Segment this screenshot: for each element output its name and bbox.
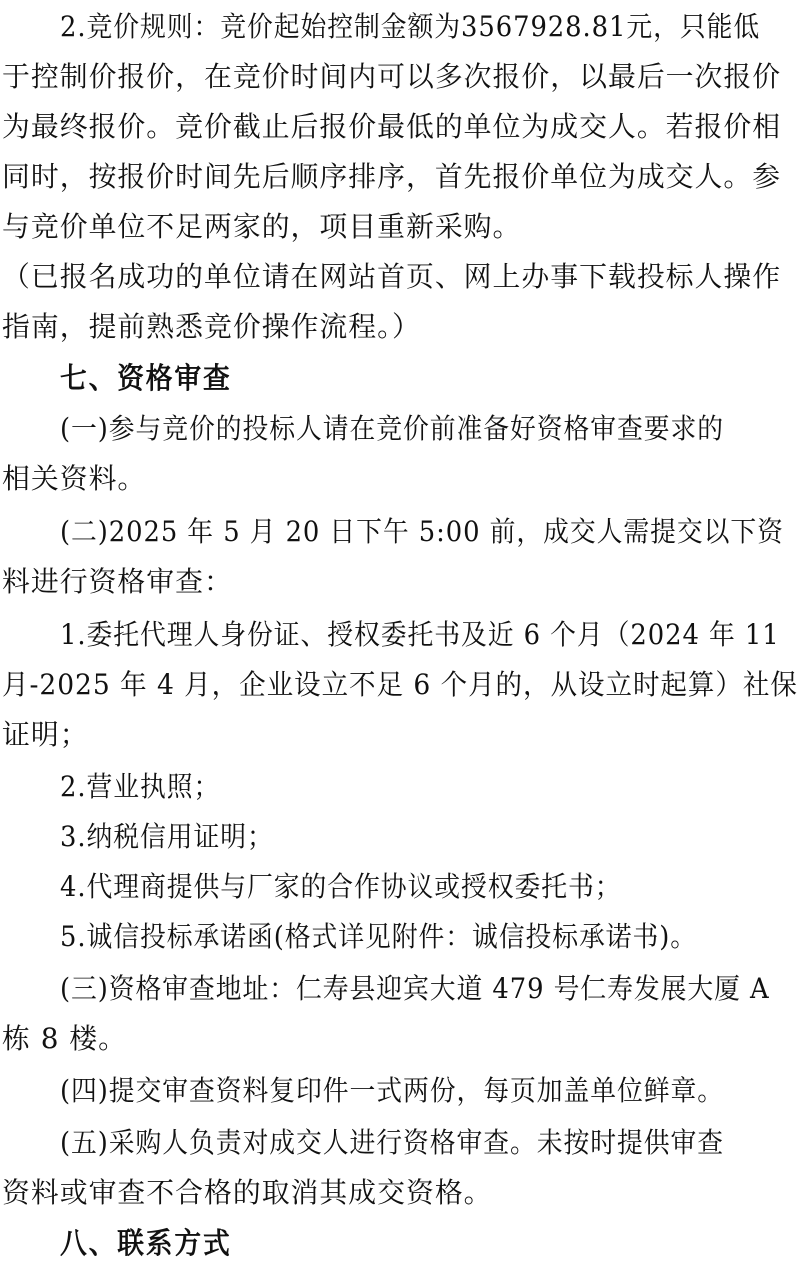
paragraph-line: (二)2025 年 5 月 20 日下午 5:00 前，成交人需提交以下资 xyxy=(60,515,784,548)
paragraph-line: 2.营业执照； xyxy=(60,770,221,803)
paragraph-line: 3.纳税信用证明； xyxy=(60,820,274,853)
paragraph-line: 同时，按报价时间先后顺序排序，首先报价单位为成交人。参 xyxy=(2,160,782,193)
paragraph-line: (三)资格审查地址：仁寿县迎宾大道 479 号仁寿发展大厦 A xyxy=(60,972,770,1005)
paragraph-line: 4.代理商提供与厂家的合作协议或授权委托书； xyxy=(60,870,622,903)
paragraph-line: 栋 8 楼。 xyxy=(2,1022,127,1055)
paragraph-line: 为最终报价。竞价截止后报价最低的单位为成交人。若报价相 xyxy=(2,110,782,143)
paragraph-line: (一)参与竞价的投标人请在竞价前准备好资格审查要求的 xyxy=(60,412,725,445)
paragraph-line: 2.竞价规则：竞价起始控制金额为3567928.81元，只能低 xyxy=(60,10,761,43)
paragraph-line: 指南，提前熟悉竞价操作流程。） xyxy=(2,310,421,343)
paragraph-line: 月-2025 年 4 月，企业设立不足 6 个月的，从设立时起算）社保 xyxy=(2,668,798,701)
section-heading: 八、联系方式 xyxy=(60,1226,232,1260)
paragraph-line: 相关资料。 xyxy=(2,462,147,495)
paragraph-line: (四)提交审查资料复印件一式两份，每页加盖单位鲜章。 xyxy=(60,1074,725,1107)
paragraph-line: 与竞价单位不足两家的，项目重新采购。 xyxy=(2,210,522,243)
paragraph-line: 资料或审查不合格的取消其成交资格。 xyxy=(2,1176,493,1209)
paragraph-line: (五)采购人负责对成交人进行资格审查。未按时提供审查 xyxy=(60,1126,725,1159)
paragraph-line: 1.委托代理人身份证、授权委托书及近 6 个月（2024 年 11 xyxy=(60,618,780,651)
paragraph-line: 于控制价报价，在竞价时间内可以多次报价，以最后一次报价 xyxy=(2,60,782,93)
paragraph-line: 5.诚信投标承诺函(格式详见附件：诚信投标承诺书)。 xyxy=(60,920,698,953)
paragraph-line: 证明； xyxy=(2,718,89,751)
section-heading: 七、资格审查 xyxy=(60,361,232,395)
paragraph-line: （已报名成功的单位请在网站首页、网上办事下载投标人操作 xyxy=(2,260,782,293)
paragraph-line: 料进行资格审查： xyxy=(2,565,233,598)
